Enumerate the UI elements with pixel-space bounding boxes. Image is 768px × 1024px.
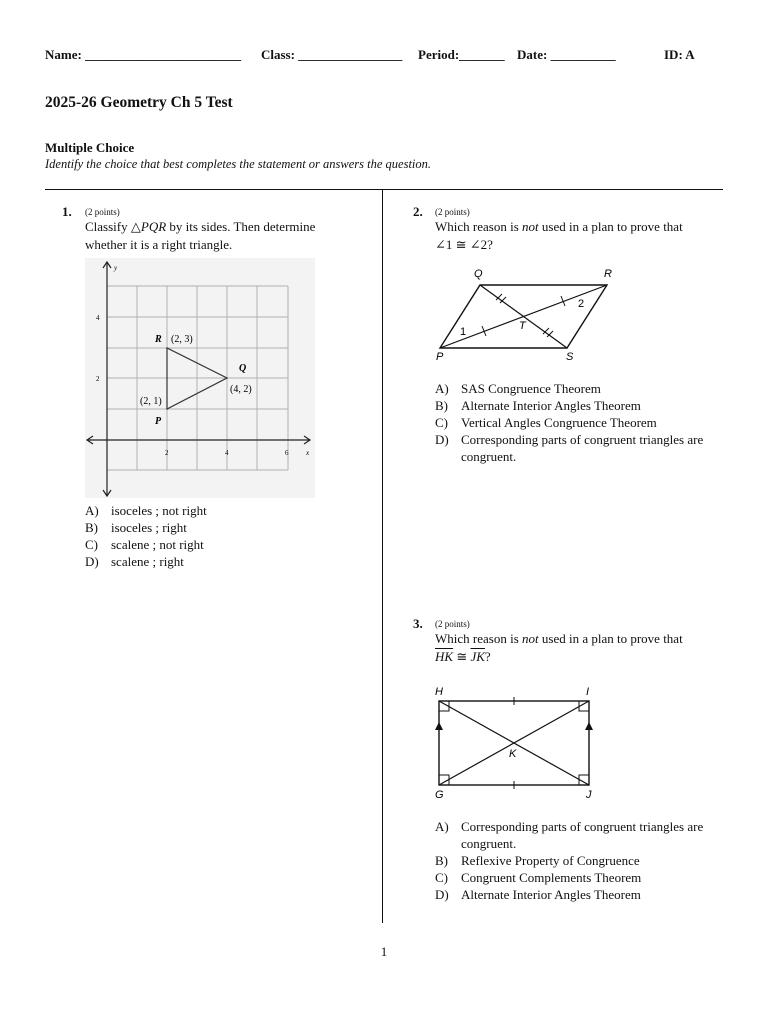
x-tick-label: 6: [285, 449, 289, 457]
choice-b[interactable]: B) Alternate Interior Angles Theorem: [435, 398, 641, 413]
point-q-label: Q: [239, 363, 247, 374]
y-tick-label: 2: [96, 375, 100, 383]
triangle-symbol: △PQR: [130, 219, 167, 234]
question-2-points: (2 points): [435, 207, 470, 217]
question-3-choices: [435, 818, 703, 903]
segment-jk: $\overline{JK}$: [470, 649, 485, 664]
test-id: ID: A: [664, 47, 695, 62]
question-1-number: 1.: [62, 204, 72, 219]
point-r-label: R: [155, 334, 162, 345]
choice-a[interactable]: A) SAS Congruence Theorem: [435, 381, 601, 396]
question-1-points: (2 points): [85, 207, 120, 217]
section-heading: Multiple Choice: [45, 140, 135, 155]
vertex-r-label: R: [604, 268, 612, 280]
choice-c[interactable]: C) scalene ; not right: [85, 537, 204, 552]
question-3-rectangle-figure: [428, 680, 608, 802]
x-axis-label: x: [306, 449, 310, 457]
x-tick-label: 4: [225, 449, 229, 457]
y-tick-label: 4: [96, 314, 100, 322]
question-2-choices: [435, 380, 703, 465]
page-title: 2025-26 Geometry Ch 5 Test: [45, 94, 233, 111]
y-axis-label: y: [114, 264, 118, 272]
question-3-text: Which reason is not used in a plan to prove that $\overline{HK}$ ≅ $\overline{JK}$?: [435, 630, 735, 666]
vertex-g-label: G: [435, 789, 444, 801]
question-3-points: (2 points): [435, 619, 470, 629]
choice-d[interactable]: D) scalene ; right: [85, 554, 184, 569]
choice-c[interactable]: C) Congruent Complements Theorem: [435, 870, 642, 885]
point-p-label: P: [155, 416, 162, 427]
question-2-parallelogram-figure: [430, 264, 620, 364]
point-k-label: K: [509, 748, 517, 760]
choice-a[interactable]: A) isoceles ; not right: [85, 503, 207, 518]
date-field[interactable]: Date: __________: [517, 47, 616, 62]
class-field[interactable]: Class: ________________: [261, 47, 403, 62]
choice-a[interactable]: A) Corresponding parts of congruent triangles are congruent.: [435, 819, 704, 851]
angle-congruence: ∠1 ≅ ∠2?: [435, 237, 493, 252]
diagonal-pr: [440, 285, 607, 348]
angle-2-label: 2: [578, 298, 585, 310]
choice-d[interactable]: D) Alternate Interior Angles Theorem: [435, 887, 641, 902]
column-divider: [382, 190, 383, 923]
segment-hk: $\overline{HK}$: [435, 649, 454, 664]
question-1-text: Classify △PQR by its sides. Then determine whether it is a right triangle.: [85, 219, 316, 252]
choice-d[interactable]: D) Corresponding parts of congruent triangles are congruent.: [435, 432, 704, 464]
question-3-number: 3.: [413, 616, 423, 631]
vertex-h-label: H: [435, 686, 443, 698]
question-2-text: Which reason is not used in a plan to prove that ∠1 ≅ ∠2?: [435, 218, 735, 254]
choice-b[interactable]: B) Reflexive Property of Congruence: [435, 853, 640, 868]
vertex-s-label: S: [566, 351, 574, 363]
period-field[interactable]: Period:_______: [418, 47, 505, 62]
choice-c[interactable]: C) Vertical Angles Congruence Theorem: [435, 415, 657, 430]
parallel-arrows: [435, 722, 593, 730]
point-p-coord: (2, 1): [140, 396, 162, 407]
vertex-j-label: J: [586, 789, 592, 801]
x-tick-label: 2: [165, 449, 169, 457]
section-instructions: Identify the choice that best completes the statement or answers the question.: [45, 157, 432, 171]
question-1-choices: [85, 502, 207, 570]
question-1-coordinate-grid: [85, 258, 315, 498]
question-2-number: 2.: [413, 204, 423, 219]
vertex-p-label: P: [436, 351, 444, 363]
point-q-coord: (4, 2): [230, 384, 252, 395]
vertex-q-label: Q: [474, 268, 483, 280]
point-r-coord: (2, 3): [171, 334, 193, 345]
angle-1-label: 1: [460, 326, 467, 338]
point-t-label: T: [519, 320, 526, 332]
name-field[interactable]: Name: ________________________: [45, 47, 242, 62]
choice-b[interactable]: B) isoceles ; right: [85, 520, 187, 535]
vertex-i-label: I: [586, 686, 590, 698]
horizontal-divider: [45, 189, 723, 190]
segment-congruence: $\overline{HK}$ ≅ $\overline{JK}$?: [435, 649, 491, 664]
page-number: 1: [380, 944, 388, 959]
